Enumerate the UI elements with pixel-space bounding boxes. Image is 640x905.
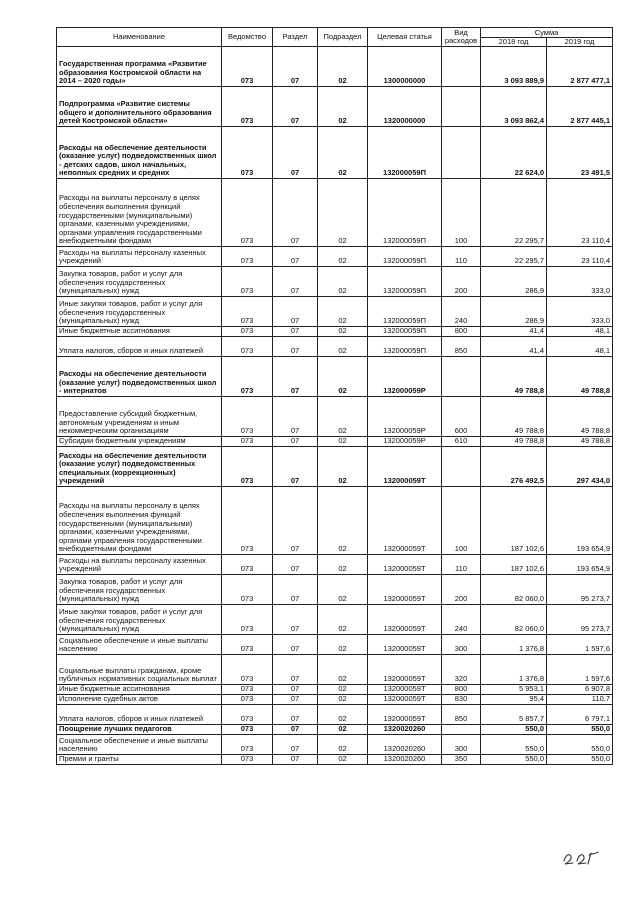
row-name: Государственная программа «Развитие образования Костромской области на 2014 – 2020 годы» — [57, 47, 222, 87]
row-subsection: 02 — [318, 735, 368, 755]
row-subsection: 02 — [318, 357, 368, 397]
row-target: 132000059Т — [368, 605, 442, 635]
row-sum-2018: 41,4 — [481, 337, 547, 357]
row-sum-2018: 1 376,8 — [481, 655, 547, 685]
row-sum-2018: 187 102,6 — [481, 555, 547, 575]
row-sum-2018: 286,9 — [481, 297, 547, 327]
row-name: Закупка товаров, работ и услуг для обеспечения государственных (муниципальных) нужд — [57, 267, 222, 297]
row-dept: 073 — [222, 725, 273, 735]
row-kind: 800 — [442, 685, 481, 695]
row-sum-2018: 22 295,7 — [481, 247, 547, 267]
row-target: 132000059П — [368, 337, 442, 357]
row-subsection: 02 — [318, 327, 368, 337]
row-sum-2018: 5 953,1 — [481, 685, 547, 695]
table-row — [57, 179, 613, 247]
table-row — [57, 267, 613, 297]
row-section: 07 — [273, 705, 318, 725]
col-header-year-2018: 2018 год — [481, 38, 547, 47]
row-name: Иные бюджетные ассигнования — [57, 327, 222, 337]
row-subsection: 02 — [318, 447, 368, 487]
col-header-sum: Сумма — [481, 28, 613, 38]
row-section: 07 — [273, 725, 318, 735]
row-name: Социальные выплаты гражданам, кроме публичных нормативных социальных выплат — [57, 655, 222, 685]
row-section: 07 — [273, 179, 318, 247]
row-sum-2019: 550,0 — [547, 735, 613, 755]
row-sum-2018: 187 102,6 — [481, 487, 547, 555]
row-sum-2018: 95,4 — [481, 695, 547, 705]
row-target: 1320020260 — [368, 755, 442, 765]
row-kind: 610 — [442, 437, 481, 447]
row-kind: 110 — [442, 555, 481, 575]
row-name: Расходы на выплаты персоналу в целях обеспечения выполнения функций государственными (муниципальными) органами, казенными учреждениями, органами управления государственными внебюджетными фондами — [57, 487, 222, 555]
row-sum-2019: 6 907,8 — [547, 685, 613, 695]
table-row — [57, 327, 613, 337]
row-dept: 073 — [222, 247, 273, 267]
row-dept: 073 — [222, 655, 273, 685]
row-section: 07 — [273, 635, 318, 655]
page-number-handwritten — [560, 845, 608, 867]
row-sum-2019: 110,7 — [547, 695, 613, 705]
row-name: Расходы на обеспечение деятельности (оказание услуг) подведомственных школ - детских садов, школ начальных, неполных средних и средних — [57, 127, 222, 179]
row-sum-2018: 82 060,0 — [481, 575, 547, 605]
row-name: Расходы на выплаты персоналу казенных учреждений — [57, 555, 222, 575]
row-sum-2019: 48,1 — [547, 327, 613, 337]
row-name: Поощрение лучших педагогов — [57, 725, 222, 735]
row-name: Социальное обеспечение и иные выплаты населению — [57, 735, 222, 755]
row-dept: 073 — [222, 47, 273, 87]
row-dept: 073 — [222, 127, 273, 179]
row-dept: 073 — [222, 357, 273, 397]
row-dept: 073 — [222, 337, 273, 357]
row-name: Иные бюджетные ассигнования — [57, 685, 222, 695]
row-section: 07 — [273, 555, 318, 575]
row-target: 132000059П — [368, 127, 442, 179]
row-section: 07 — [273, 447, 318, 487]
row-dept: 073 — [222, 297, 273, 327]
row-section: 07 — [273, 247, 318, 267]
row-sum-2019: 23 110,4 — [547, 179, 613, 247]
row-subsection: 02 — [318, 695, 368, 705]
row-subsection: 02 — [318, 635, 368, 655]
row-name: Иные закупки товаров, работ и услуг для обеспечения государственных (муниципальных) нужд — [57, 605, 222, 635]
row-section: 07 — [273, 327, 318, 337]
row-target: 132000059Т — [368, 487, 442, 555]
row-name: Субсидии бюджетным учреждениям — [57, 437, 222, 447]
row-kind: 320 — [442, 655, 481, 685]
row-name: Уплата налогов, сборов и иных платежей — [57, 705, 222, 725]
row-dept: 073 — [222, 487, 273, 555]
table-row — [57, 575, 613, 605]
row-target: 132000059Т — [368, 705, 442, 725]
table-row — [57, 705, 613, 725]
row-section: 07 — [273, 605, 318, 635]
table-row — [57, 447, 613, 487]
row-section: 07 — [273, 357, 318, 397]
row-target: 1320020260 — [368, 725, 442, 735]
row-name: Предоставление субсидий бюджетным, автономным учреждениям и иным некоммерческим организациям — [57, 397, 222, 437]
row-target: 132000059Т — [368, 447, 442, 487]
row-subsection: 02 — [318, 705, 368, 725]
row-subsection: 02 — [318, 337, 368, 357]
row-sum-2019: 333,0 — [547, 267, 613, 297]
row-subsection: 02 — [318, 487, 368, 555]
row-dept: 073 — [222, 735, 273, 755]
col-header-section: Раздел — [273, 28, 318, 47]
row-kind: 850 — [442, 705, 481, 725]
row-subsection: 02 — [318, 655, 368, 685]
row-kind: 240 — [442, 297, 481, 327]
row-subsection: 02 — [318, 87, 368, 127]
row-target: 1300000000 — [368, 47, 442, 87]
row-sum-2019: 49 788,8 — [547, 437, 613, 447]
row-sum-2019: 550,0 — [547, 755, 613, 765]
row-section: 07 — [273, 685, 318, 695]
row-name: Уплата налогов, сборов и иных платежей — [57, 337, 222, 357]
row-kind: 600 — [442, 397, 481, 437]
row-name: Премии и гранты — [57, 755, 222, 765]
row-sum-2018: 550,0 — [481, 755, 547, 765]
row-section: 07 — [273, 297, 318, 327]
row-sum-2019: 48,1 — [547, 337, 613, 357]
row-dept: 073 — [222, 605, 273, 635]
row-target: 132000059Т — [368, 555, 442, 575]
row-subsection: 02 — [318, 397, 368, 437]
row-target: 132000059Р — [368, 397, 442, 437]
row-kind: 200 — [442, 575, 481, 605]
row-kind: 300 — [442, 735, 481, 755]
row-target: 1320020260 — [368, 735, 442, 755]
row-kind — [442, 127, 481, 179]
table-row — [57, 685, 613, 695]
row-dept: 073 — [222, 179, 273, 247]
row-subsection: 02 — [318, 179, 368, 247]
row-dept: 073 — [222, 635, 273, 655]
row-subsection: 02 — [318, 605, 368, 635]
table-row — [57, 87, 613, 127]
row-target: 132000059Т — [368, 695, 442, 705]
row-section: 07 — [273, 267, 318, 297]
table-row — [57, 635, 613, 655]
row-section: 07 — [273, 337, 318, 357]
row-sum-2019: 1 597,6 — [547, 655, 613, 685]
row-sum-2019: 2 877 445,1 — [547, 87, 613, 127]
table-row — [57, 555, 613, 575]
row-sum-2018: 49 788,8 — [481, 357, 547, 397]
row-sum-2019: 1 597,6 — [547, 635, 613, 655]
row-dept: 073 — [222, 267, 273, 297]
row-kind: 100 — [442, 179, 481, 247]
table-row — [57, 755, 613, 765]
table-row — [57, 337, 613, 357]
row-sum-2018: 22 624,0 — [481, 127, 547, 179]
row-subsection: 02 — [318, 297, 368, 327]
table-row — [57, 655, 613, 685]
row-sum-2019: 23 110,4 — [547, 247, 613, 267]
row-kind: 110 — [442, 247, 481, 267]
row-sum-2019: 297 434,0 — [547, 447, 613, 487]
row-sum-2019: 193 654,9 — [547, 555, 613, 575]
row-sum-2018: 550,0 — [481, 735, 547, 755]
row-section: 07 — [273, 397, 318, 437]
row-sum-2019: 333,0 — [547, 297, 613, 327]
row-target: 132000059Р — [368, 357, 442, 397]
row-sum-2019: 49 788,8 — [547, 397, 613, 437]
row-dept: 073 — [222, 755, 273, 765]
row-sum-2019: 2 877 477,1 — [547, 47, 613, 87]
row-dept: 073 — [222, 437, 273, 447]
row-section: 07 — [273, 695, 318, 705]
col-header-name: Наименование — [57, 28, 222, 47]
table-body — [57, 47, 613, 765]
row-section: 07 — [273, 127, 318, 179]
row-sum-2019: 23 491,5 — [547, 127, 613, 179]
row-target: 132000059Т — [368, 655, 442, 685]
col-header-kind: Вид расходов — [442, 28, 481, 47]
row-sum-2018: 49 788,8 — [481, 437, 547, 447]
row-sum-2018: 22 295,7 — [481, 179, 547, 247]
row-target: 132000059Т — [368, 635, 442, 655]
row-target: 132000059Т — [368, 575, 442, 605]
col-header-target: Целевая статья — [368, 28, 442, 47]
row-sum-2018: 3 093 889,9 — [481, 47, 547, 87]
row-kind: 200 — [442, 267, 481, 297]
row-dept: 073 — [222, 87, 273, 127]
row-target: 132000059П — [368, 297, 442, 327]
row-section: 07 — [273, 487, 318, 555]
row-sum-2018: 276 492,5 — [481, 447, 547, 487]
table-row — [57, 605, 613, 635]
table-row — [57, 47, 613, 87]
row-dept: 073 — [222, 397, 273, 437]
row-target: 132000059П — [368, 179, 442, 247]
row-kind — [442, 47, 481, 87]
col-header-dept: Ведомство — [222, 28, 273, 47]
row-sum-2018: 49 788,8 — [481, 397, 547, 437]
row-section: 07 — [273, 755, 318, 765]
row-kind: 850 — [442, 337, 481, 357]
row-section: 07 — [273, 735, 318, 755]
row-dept: 073 — [222, 695, 273, 705]
row-target: 132000059П — [368, 327, 442, 337]
row-kind — [442, 447, 481, 487]
row-kind: 300 — [442, 635, 481, 655]
row-target: 132000059П — [368, 267, 442, 297]
table-row — [57, 397, 613, 437]
row-sum-2019: 550,0 — [547, 725, 613, 735]
row-name: Социальное обеспечение и иные выплаты населению — [57, 635, 222, 655]
budget-table — [56, 27, 613, 765]
row-section: 07 — [273, 47, 318, 87]
row-target: 132000059П — [368, 247, 442, 267]
row-subsection: 02 — [318, 755, 368, 765]
table-row — [57, 247, 613, 267]
table-row — [57, 735, 613, 755]
row-section: 07 — [273, 575, 318, 605]
row-name: Расходы на обеспечение деятельности (оказание услуг) подведомственных школ - интернатов — [57, 357, 222, 397]
row-subsection: 02 — [318, 267, 368, 297]
row-name: Исполнение судебных актов — [57, 695, 222, 705]
row-sum-2018: 286,9 — [481, 267, 547, 297]
row-sum-2018: 3 093 862,4 — [481, 87, 547, 127]
table-row — [57, 695, 613, 705]
table-row — [57, 487, 613, 555]
row-sum-2018: 550,0 — [481, 725, 547, 735]
row-dept: 073 — [222, 705, 273, 725]
row-target: 1320000000 — [368, 87, 442, 127]
row-section: 07 — [273, 437, 318, 447]
row-sum-2019: 95 273,7 — [547, 605, 613, 635]
row-dept: 073 — [222, 555, 273, 575]
row-subsection: 02 — [318, 127, 368, 179]
table-row — [57, 297, 613, 327]
col-header-subsection: Подраздел — [318, 28, 368, 47]
row-subsection: 02 — [318, 47, 368, 87]
row-sum-2019: 193 654,9 — [547, 487, 613, 555]
row-kind: 800 — [442, 327, 481, 337]
row-subsection: 02 — [318, 575, 368, 605]
table-row — [57, 437, 613, 447]
row-name: Расходы на обеспечение деятельности (оказание услуг) подведомственных специальных (коррекционных) учреждений — [57, 447, 222, 487]
row-sum-2019: 95 273,7 — [547, 575, 613, 605]
row-dept: 073 — [222, 447, 273, 487]
row-kind — [442, 725, 481, 735]
table-row — [57, 725, 613, 735]
row-sum-2018: 41,4 — [481, 327, 547, 337]
row-kind — [442, 357, 481, 397]
table-row — [57, 357, 613, 397]
row-target: 132000059Р — [368, 437, 442, 447]
row-kind: 350 — [442, 755, 481, 765]
row-name: Подпрограмма «Развитие системы общего и дополнительного образования детей Костромской области» — [57, 87, 222, 127]
row-kind: 100 — [442, 487, 481, 555]
row-section: 07 — [273, 655, 318, 685]
row-name: Закупка товаров, работ и услуг для обеспечения государственных (муниципальных) нужд — [57, 575, 222, 605]
row-dept: 073 — [222, 575, 273, 605]
row-kind: 240 — [442, 605, 481, 635]
row-dept: 073 — [222, 685, 273, 695]
row-sum-2019: 49 788,8 — [547, 357, 613, 397]
row-subsection: 02 — [318, 247, 368, 267]
row-subsection: 02 — [318, 685, 368, 695]
row-subsection: 02 — [318, 725, 368, 735]
table-row — [57, 127, 613, 179]
row-sum-2019: 6 797,1 — [547, 705, 613, 725]
row-section: 07 — [273, 87, 318, 127]
row-name: Расходы на выплаты персоналу в целях обеспечения выполнения функций государственными (муниципальными) органами, казенными учреждениями, органами управления государственными внебюджетными фондами — [57, 179, 222, 247]
row-dept: 073 — [222, 327, 273, 337]
row-sum-2018: 82 060,0 — [481, 605, 547, 635]
row-target: 132000059Т — [368, 685, 442, 695]
row-subsection: 02 — [318, 437, 368, 447]
row-sum-2018: 1 376,8 — [481, 635, 547, 655]
row-name: Расходы на выплаты персоналу казенных учреждений — [57, 247, 222, 267]
row-sum-2018: 5 857,7 — [481, 705, 547, 725]
row-subsection: 02 — [318, 555, 368, 575]
row-kind: 830 — [442, 695, 481, 705]
col-header-year-2019: 2019 год — [547, 38, 613, 47]
row-kind — [442, 87, 481, 127]
row-name: Иные закупки товаров, работ и услуг для обеспечения государственных (муниципальных) нужд — [57, 297, 222, 327]
